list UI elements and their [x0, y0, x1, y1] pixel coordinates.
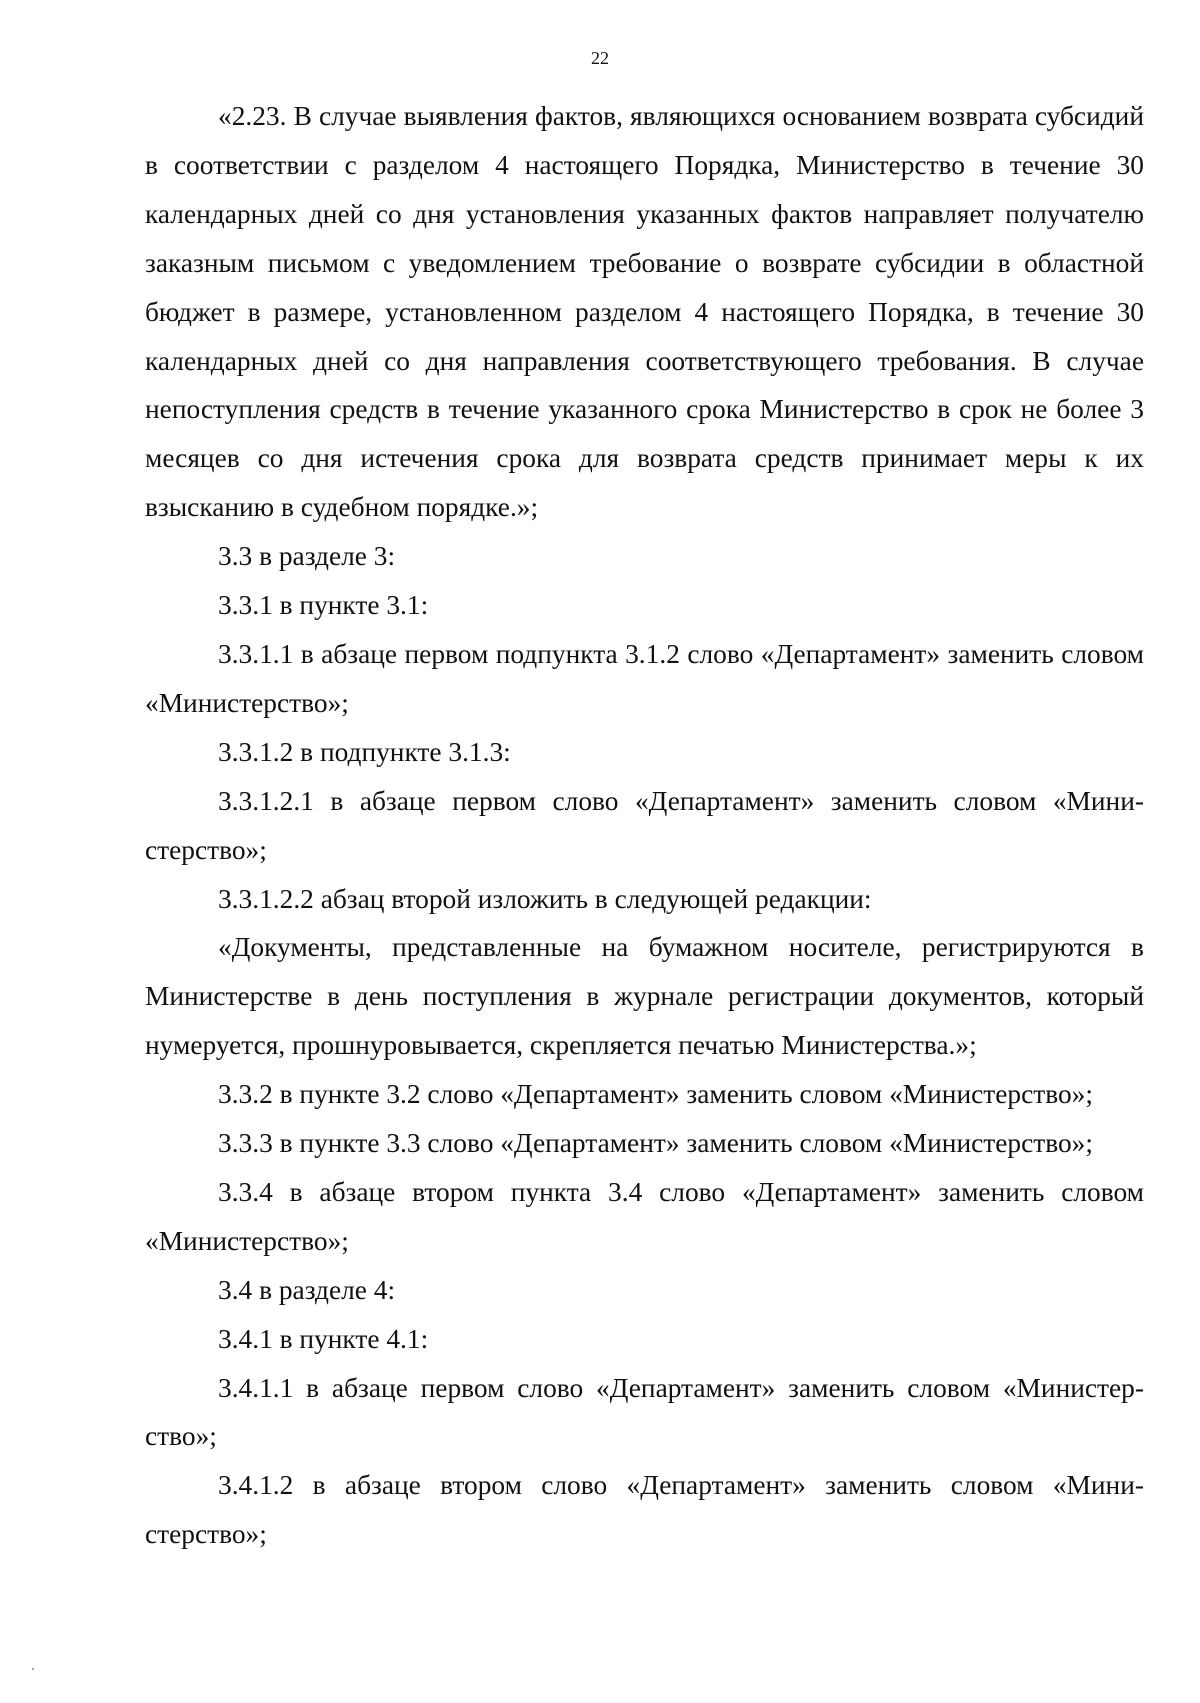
paragraph-3-3-1-2-1: 3.3.1.2.1 в абзаце первом слово «Департамент» заменить словом «Министерство»; [145, 785, 1144, 865]
paragraph-3-3-3: 3.3.3 в пункте 3.3 слово «Департамент» заменить словом «Министерство»; [218, 1128, 1093, 1159]
page-number: 22 [591, 48, 609, 68]
paragraph-3-4-1: 3.4.1 в пункте 4.1: [218, 1323, 429, 1354]
document-body [145, 92, 1144, 1559]
paragraph-3-4: 3.4 в разделе 4: [218, 1274, 396, 1305]
paragraph-3-3-1-2: 3.3.1.2 в подпункте 3.1.3: [218, 736, 511, 767]
paragraph-3-3-2: 3.3.2 в пункте 3.2 слово «Департамент» заменить словом «Министерство»; [218, 1079, 1093, 1110]
paragraph-quoted-documents: «Документы, представленные на бумажном носителе, регистрируются в Министерстве в день поступления в журнале регистрации документов, который нумеруется, прошнуровывается, скрепляется печатью Министерства.»; [145, 932, 1144, 1061]
scan-artifact-dot [32, 1668, 34, 1670]
paragraph-2-23: «2.23. В случае выявления фактов, являющихся основанием возврата субсидий в соответствии с разделом 4 настоящего Порядка, Министерство в течение 30 календарных дней со дня установления указанных фактов направляет получателю заказным письмом с уведомлением требование о возврате субсидии в областной бюджет в размере, установленном разделом 4 настоящего Порядка, в течение 30 календарных дней со дня направления соответствующего требования. В случае непоступления средств в течение указанного срока Министерство в срок не более 3 месяцев со дня истечения срока для возврата средств принимает меры к их взысканию в судебном порядке.»; [145, 101, 1144, 523]
paragraph-3-3-1-1: 3.3.1.1 в абзаце первом подпункта 3.1.2 слово «Департамент» заменить словом «Министерство»; [145, 638, 1144, 718]
paragraph-3-4-1-1: 3.4.1.1 в абзаце первом слово «Департамент» заменить словом «Министерство»; [145, 1372, 1144, 1452]
paragraph-3-4-1-2: 3.4.1.2 в абзаце втором слово «Департамент» заменить словом «Министерство»; [145, 1470, 1144, 1550]
paragraph-3-3: 3.3 в разделе 3: [218, 541, 396, 572]
paragraph-3-3-4: 3.3.4 в абзаце втором пункта 3.4 слово «Департамент» заменить словом «Министерство»; [145, 1176, 1144, 1256]
paragraph-3-3-1: 3.3.1 в пункте 3.1: [218, 590, 429, 621]
paragraph-3-3-1-2-2: 3.3.1.2.2 абзац второй изложить в следующей редакции: [218, 883, 872, 914]
